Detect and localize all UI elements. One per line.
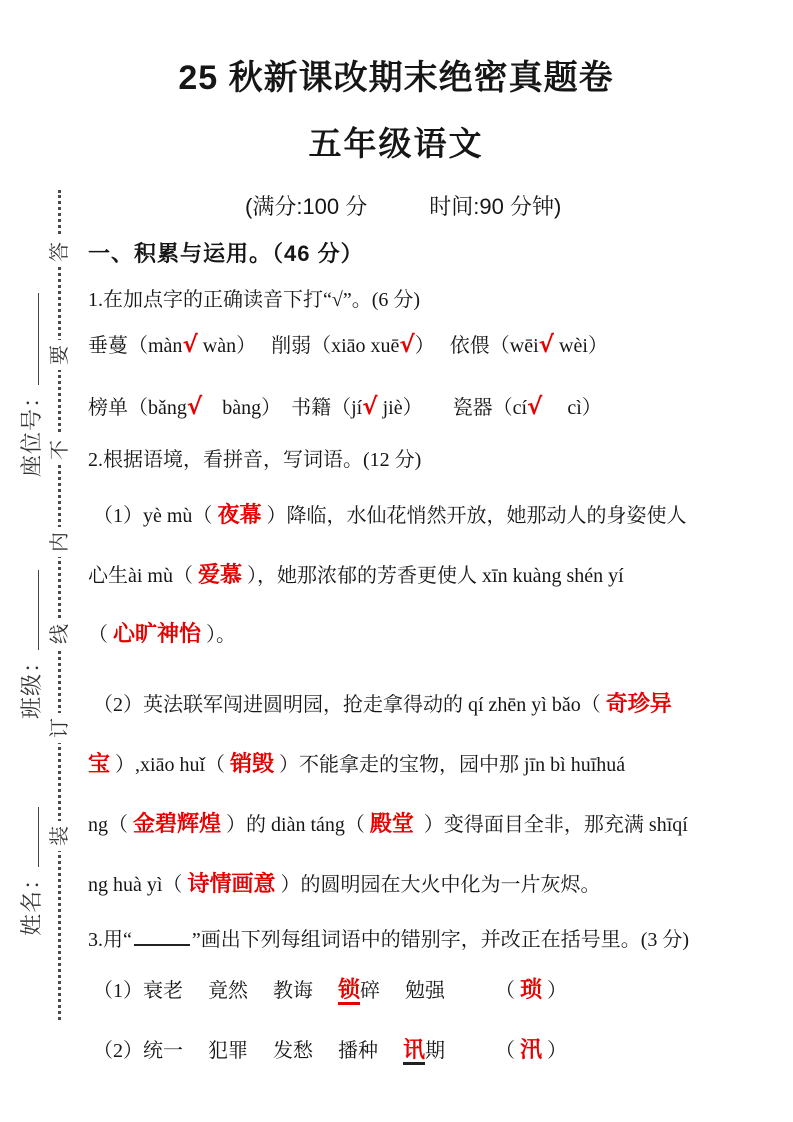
answer-text: 心旷神怡 (113, 621, 202, 646)
q2-2-line-1 (93, 690, 672, 718)
check-mark-icon: √ (399, 332, 415, 358)
class-label-text: 班级： (19, 649, 44, 719)
q3-prompt (88, 926, 689, 953)
text-segment: 一、积累与运用。（46 分） (88, 241, 364, 266)
text-segment: 3.用“ (88, 929, 132, 951)
text-segment: 垂蔓（màn (88, 335, 183, 357)
answer-text: 奇珍异 (605, 691, 672, 716)
answer-text: 琐 (520, 977, 543, 1002)
text-segment: ng huà yì（ (88, 874, 188, 896)
text-segment: 心生ài mù（ (88, 565, 198, 587)
text-segment: ）变得面目全非，那充满 shīqí (413, 814, 688, 836)
text-segment: （ (445, 980, 521, 1002)
full-score-text: (满分:100 分 (245, 194, 368, 219)
seat-number-label (18, 295, 46, 477)
q2-prompt (88, 448, 421, 473)
binding-line-char: 装 (45, 821, 75, 851)
text-segment: ”画出下列每组词语中的错别字，并改正在括号里。(3 分) (191, 929, 690, 951)
q1-row-1 (88, 331, 608, 360)
class-blank (18, 570, 39, 650)
text-segment: （1）yè mù（ (93, 505, 218, 527)
q3-row-1 (93, 976, 567, 1004)
text-segment: ）不能拿走的宝物，园中那 jīn bì huīhuá (274, 754, 626, 776)
q2-2-line-2 (88, 750, 625, 778)
answer-text: 讯 (403, 1037, 425, 1065)
text-segment: ）,xiāo huǐ（ (110, 754, 231, 776)
binding-line-char: 内 (45, 527, 75, 557)
q2-1-line-1 (93, 501, 686, 529)
binding-line-char: 要 (45, 340, 75, 370)
text-segment: wàn） 削弱（xiāo xuē (197, 335, 400, 357)
text-segment: wèi） (554, 335, 608, 357)
q2-1-line-3 (88, 620, 236, 648)
text-segment: 榜单（bǎng (88, 397, 187, 419)
text-segment: 2.根据语境，看拼音，写词语。(12 分) (88, 449, 422, 471)
q1-prompt (88, 288, 420, 313)
binding-line-char: 答 (45, 237, 75, 267)
check-mark-icon: √ (527, 394, 543, 420)
text-segment: ）的 diàn táng（ (221, 814, 370, 836)
binding-line-char: 线 (45, 619, 75, 649)
exam-grade-subject: 五年级语文 (308, 125, 484, 162)
text-segment: ）的圆明园在大火中化为一片灰烬。 (275, 874, 601, 896)
text-segment: 碎 勉强 (360, 980, 446, 1002)
exam-meta-line (245, 190, 561, 221)
q3-row-2 (93, 1036, 567, 1064)
section-1-heading (88, 240, 364, 268)
text-segment: （1）衰老 竟然 教诲 (93, 980, 338, 1002)
seat-number-blank (18, 293, 39, 385)
text-segment: （ (88, 624, 113, 646)
time-limit-text: 时间:90 分钟) (429, 194, 562, 219)
answer-text: 爱慕 (198, 562, 243, 587)
check-mark-icon: √ (538, 332, 554, 358)
check-mark-icon: √ (182, 332, 198, 358)
q1-row-2 (88, 393, 602, 422)
student-name-label (18, 808, 46, 936)
text-segment: jiè） 瓷器（cí (377, 397, 528, 419)
text-segment: 1.在加点字的正确读音下打“√”。(6 分) (88, 289, 421, 311)
seat-number-label-text: 座位号： (19, 384, 44, 477)
binding-dotted-line (58, 190, 61, 1020)
check-mark-icon: √ (186, 394, 203, 420)
binding-line-char: 订 (45, 713, 75, 743)
answer-text: 诗情画意 (187, 871, 276, 896)
blank-underline (134, 926, 190, 946)
text-segment: ）。 (201, 624, 237, 646)
text-segment: ） 依偎（wēi (414, 335, 539, 357)
student-name-blank (18, 807, 39, 867)
answer-text: 销毁 (230, 751, 275, 776)
text-segment: bàng） 书籍（jí (202, 397, 363, 419)
answer-text: 宝 (88, 751, 111, 776)
answer-text: 殿堂 (369, 811, 414, 836)
binding-line-char: 不 (45, 435, 75, 465)
text-segment: ） (542, 980, 568, 1002)
student-name-label-text: 姓名： (19, 866, 44, 936)
answer-text: 夜幕 (217, 502, 262, 527)
text-segment: （2）统一 犯罪 发愁 播种 (93, 1040, 403, 1062)
check-mark-icon: √ (362, 394, 378, 420)
q2-1-line-2 (88, 561, 624, 589)
text-segment: （ (445, 1040, 521, 1062)
class-label (18, 571, 46, 719)
text-segment: ）降临，水仙花悄然开放，她那动人的身姿使人 (261, 505, 687, 527)
text-segment: ng（ (88, 814, 133, 836)
answer-text: 金碧辉煌 (133, 811, 222, 836)
text-segment: cì） (542, 397, 602, 419)
answer-text: 锁 (338, 977, 360, 1005)
text-segment: （2）英法联军闯进圆明园，抢走拿得动的 qí zhēn yì bǎo（ (93, 694, 606, 716)
q2-2-line-4 (88, 870, 600, 898)
answer-text: 汛 (520, 1037, 543, 1062)
exam-title: 25 秋新课改期末绝密真题卷 (178, 59, 614, 97)
text-segment: ） (542, 1040, 568, 1062)
text-segment: ），她那浓郁的芳香更使人 xīn kuàng shén yí (242, 565, 624, 587)
q2-2-line-3 (88, 810, 688, 838)
text-segment: 期 (425, 1040, 446, 1062)
